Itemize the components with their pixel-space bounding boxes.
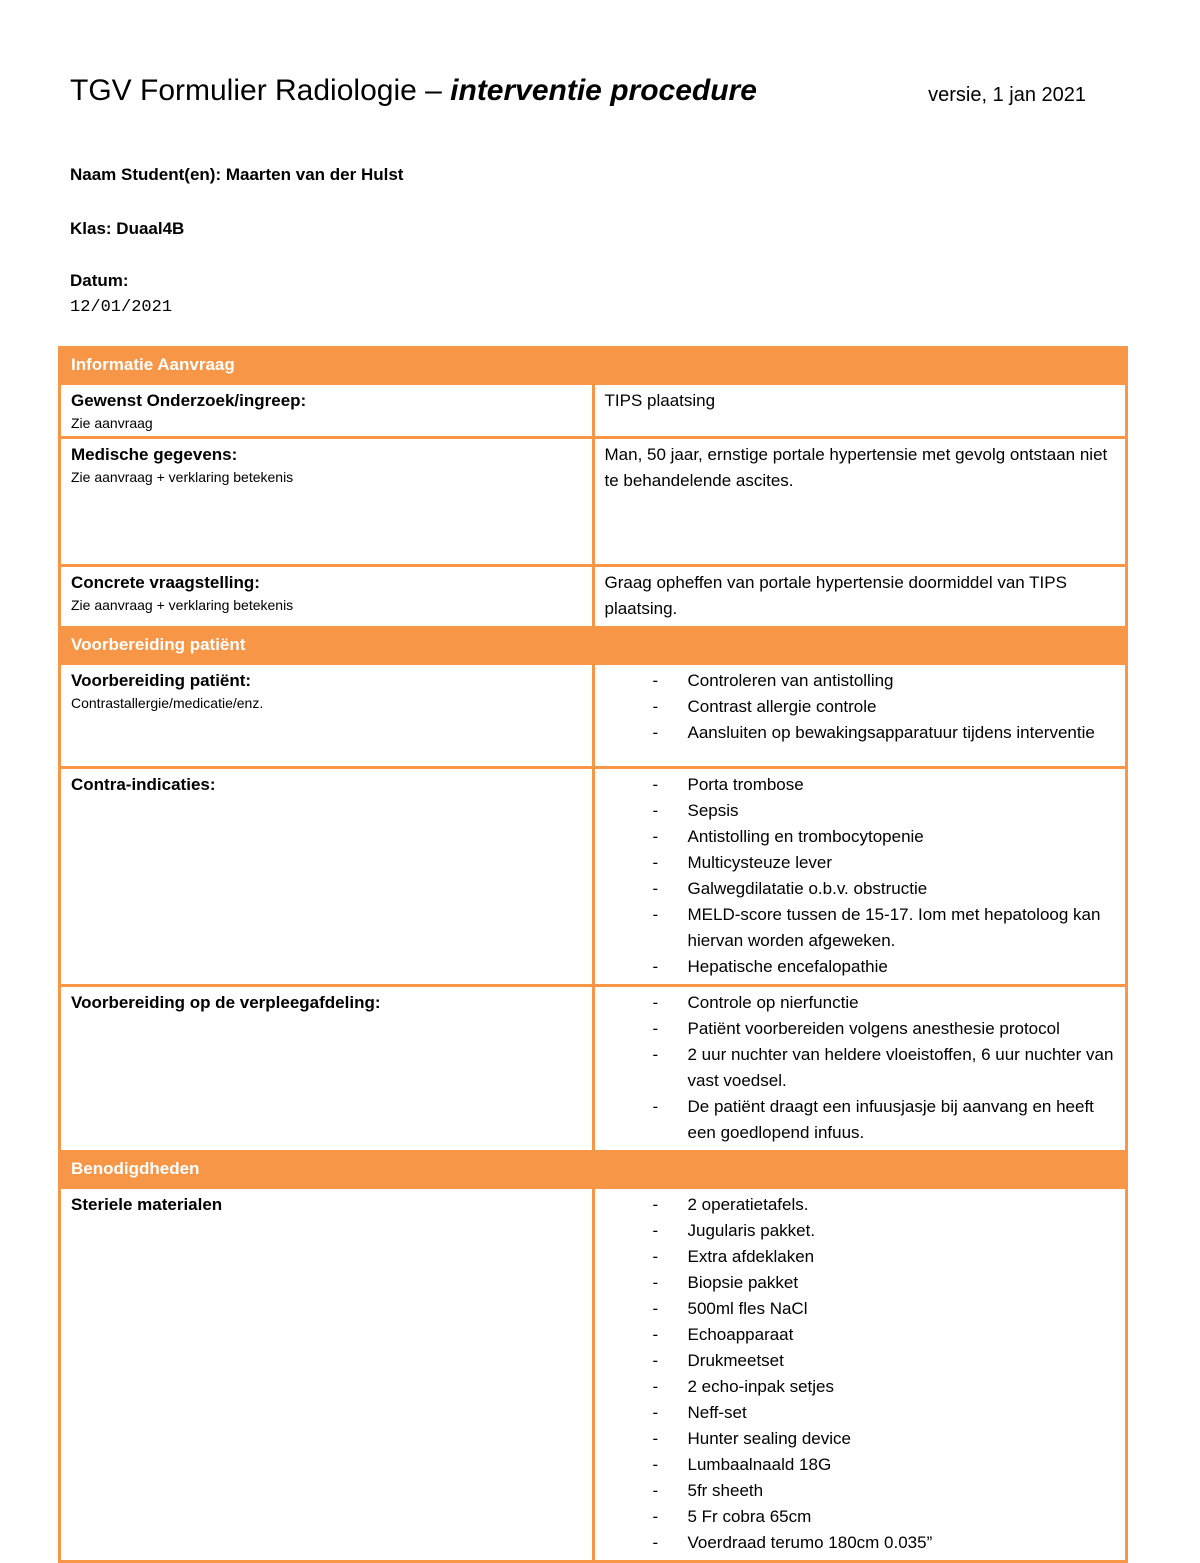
row-gewenst-onderzoek — [60, 384, 1127, 438]
procedure-form-table — [58, 346, 1128, 1563]
row-label-cell — [60, 986, 594, 1152]
list-item: - MELD-score tussen de 15-17. Iom met hepatoloog kan hiervan worden afgeweken. — [665, 902, 1116, 954]
row-label: Contra-indicaties: — [71, 775, 216, 794]
list-item: - Jugularis pakket. — [665, 1218, 1116, 1244]
row-voorbereiding-patient — [60, 664, 1127, 768]
row-label: Concrete vraagstelling: — [71, 573, 260, 592]
list-item: - Controle op nierfunctie — [665, 990, 1116, 1016]
row-label-cell — [60, 768, 594, 986]
list-item: - De patiënt draagt een infuusjasje bij aanvang en heeft een goedlopend infuus. — [665, 1094, 1116, 1146]
section-header-voorbereiding: Voorbereiding patiënt — [60, 628, 1127, 664]
row-label-cell — [60, 566, 594, 628]
list-item: - Biopsie pakket — [665, 1270, 1116, 1296]
row-medische-gegevens — [60, 438, 1127, 566]
document-header — [70, 74, 1086, 118]
list-item: - Voerdraad terumo 180cm 0.035” — [665, 1530, 1116, 1556]
list-item: - Hunter sealing device — [665, 1426, 1116, 1452]
list-item: - Drukmeetset — [665, 1348, 1116, 1374]
row-verpleegafdeling — [60, 986, 1127, 1152]
medische-gegevens-value: Man, 50 jaar, ernstige portale hypertensie met gevolg ontstaan niet te behandelende ascites. — [593, 438, 1127, 566]
row-sublabel: Zie aanvraag — [71, 415, 153, 431]
verpleeg-list — [605, 990, 1116, 1146]
row-contra-indicaties — [60, 768, 1127, 986]
voorbereiding-list-cell — [593, 664, 1127, 768]
list-item: - Extra afdeklaken — [665, 1244, 1116, 1270]
list-item: - Neff-set — [665, 1400, 1116, 1426]
list-item: - Multicysteuze lever — [665, 850, 1116, 876]
contra-list — [605, 772, 1116, 980]
version-label: versie, 1 jan 2021 — [928, 84, 1086, 106]
list-item: - 2 operatietafels. — [665, 1192, 1116, 1218]
row-label-cell — [60, 438, 594, 566]
list-item: - Porta trombose — [665, 772, 1116, 798]
vraagstelling-value: Graag opheffen van portale hypertensie doormiddel van TIPS plaatsing. — [593, 566, 1127, 628]
list-item: - Galwegdilatatie o.b.v. obstructie — [665, 876, 1116, 902]
row-label-cell — [60, 1188, 594, 1562]
row-label: Medische gegevens: — [71, 445, 238, 464]
document-title-emphasis: interventie procedure — [450, 74, 757, 107]
list-item: - Contrast allergie controle — [665, 694, 1116, 720]
verpleeg-list-cell — [593, 986, 1127, 1152]
list-item: - Controleren van antistolling — [665, 668, 1116, 694]
row-sublabel: Zie aanvraag + verklaring betekenis — [71, 597, 294, 613]
contra-list-cell — [593, 768, 1127, 986]
list-item: - 5 Fr cobra 65cm — [665, 1504, 1116, 1530]
row-label: Gewenst Onderzoek/ingreep: — [71, 391, 307, 410]
voorbereiding-list — [605, 668, 1116, 746]
row-label: Steriele materialen — [71, 1195, 223, 1214]
steriel-list — [605, 1192, 1116, 1556]
document-title: TGV Formulier Radiologie – interventie procedure — [70, 74, 757, 107]
list-item: - Aansluiten op bewakingsapparatuur tijdens interventie — [665, 720, 1116, 746]
row-steriele-materialen — [60, 1188, 1127, 1562]
row-sublabel: Zie aanvraag + verklaring betekenis — [71, 469, 294, 485]
list-item: - Antistolling en trombocytopenie — [665, 824, 1116, 850]
row-concrete-vraagstelling — [60, 566, 1127, 628]
student-name: Naam Student(en): Maarten van der Hulst — [70, 165, 404, 184]
list-item: - Sepsis — [665, 798, 1116, 824]
section-header-benodigdheden: Benodigdheden — [60, 1152, 1127, 1188]
list-item: - 500ml fles NaCl — [665, 1296, 1116, 1322]
row-sublabel: Contrastallergie/medicatie/enz. — [71, 695, 264, 711]
list-item: - Echoapparaat — [665, 1322, 1116, 1348]
date-value: 12/01/2021 — [70, 298, 173, 317]
row-label-cell — [60, 664, 594, 768]
section-header-aanvraag: Informatie Aanvraag — [60, 348, 1127, 384]
list-item: - Lumbaalnaald 18G — [665, 1452, 1116, 1478]
row-label: Voorbereiding op de verpleegafdeling: — [71, 993, 381, 1012]
list-item: - Hepatische encefalopathie — [665, 954, 1116, 980]
list-item: - 2 uur nuchter van heldere vloeistoffen, 6 uur nuchter van vast voedsel. — [665, 1042, 1116, 1094]
row-label-cell — [60, 384, 594, 438]
steriel-list-cell — [593, 1188, 1127, 1562]
list-item: - 5fr sheeth — [665, 1478, 1116, 1504]
onderzoek-value: TIPS plaatsing — [593, 384, 1127, 438]
list-item: - Patiënt voorbereiden volgens anesthesie protocol — [665, 1016, 1116, 1042]
class-label: Klas: Duaal4B — [70, 219, 185, 238]
date-label: Datum: — [70, 271, 129, 290]
row-label: Voorbereiding patiënt: — [71, 671, 252, 690]
list-item: - 2 echo-inpak setjes — [665, 1374, 1116, 1400]
